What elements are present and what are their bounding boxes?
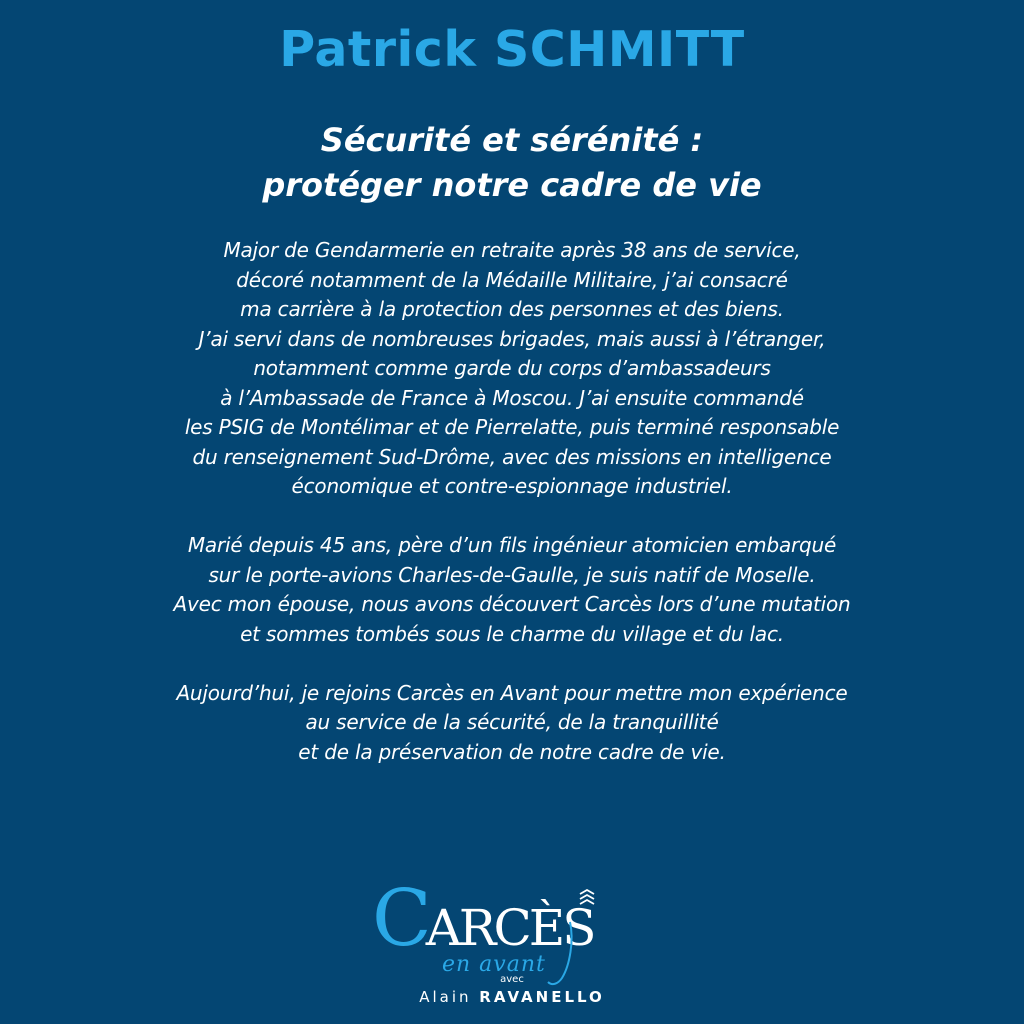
bio-line: à l’Ambassade de France à Moscou. J’ai ensuite commandé xyxy=(220,385,804,410)
bio-line: Major de Gendarmerie en retraite après 38 ans de service, xyxy=(223,238,801,262)
heading-line: protéger notre cadre de vie xyxy=(262,166,762,204)
paragraph-spacer xyxy=(0,649,1024,679)
logo-person-name xyxy=(0,988,1024,1006)
section-heading xyxy=(0,118,1024,208)
logo-first-name: Alain xyxy=(419,988,472,1006)
biography-text xyxy=(0,236,1024,767)
paragraph-spacer xyxy=(0,502,1024,532)
bio-line: ma carrière à la protection des personnes et des biens. xyxy=(240,297,784,321)
logo-avec: avec xyxy=(500,974,524,985)
logo-word-rest: ARCÈS xyxy=(425,899,594,957)
logo-initial: C xyxy=(372,874,426,964)
bio-line: économique et contre-espionnage industriel. xyxy=(291,474,733,498)
bio-line: Aujourd’hui, je rejoins Carcès en Avant pour mettre mon expérience xyxy=(176,680,848,705)
bio-line: sur le porte-avions Charles-de-Gaulle, je suis natif de Moselle. xyxy=(208,562,816,587)
waves-icon xyxy=(578,888,596,908)
bio-line: décoré notamment de la Médaille Militaire, j’ai consacré xyxy=(236,267,788,292)
heading-line: Sécurité et sérénité : xyxy=(320,121,704,159)
bio-line: notamment comme garde du corps d’ambassadeurs xyxy=(253,356,771,380)
bio-line: du renseignement Sud-Drôme, avec des missions en intelligence xyxy=(192,444,832,469)
candidate-name: Patrick SCHMITT xyxy=(279,21,745,78)
logo-last-name: RAVANELLO xyxy=(479,988,605,1006)
bio-line: Marié depuis 45 ans, père d’un fils ingénieur atomicien embarqué xyxy=(187,533,837,557)
logo-tagline: en avant xyxy=(442,952,546,977)
bio-line: les PSIG de Montélimar et de Pierrelatte, puis terminé responsable xyxy=(184,415,840,439)
bio-line: et sommes tombés sous le charme du village et du lac. xyxy=(240,621,784,646)
bio-line: au service de la sécurité, de la tranquillité xyxy=(305,710,719,734)
bio-line: et de la préservation de notre cadre de vie. xyxy=(298,739,726,764)
bio-line: J’ai servi dans de nombreuses brigades, mais aussi à l’étranger, xyxy=(198,326,826,351)
bio-line: Avec mon épouse, nous avons découvert Carcès lors d’une mutation xyxy=(173,592,851,616)
